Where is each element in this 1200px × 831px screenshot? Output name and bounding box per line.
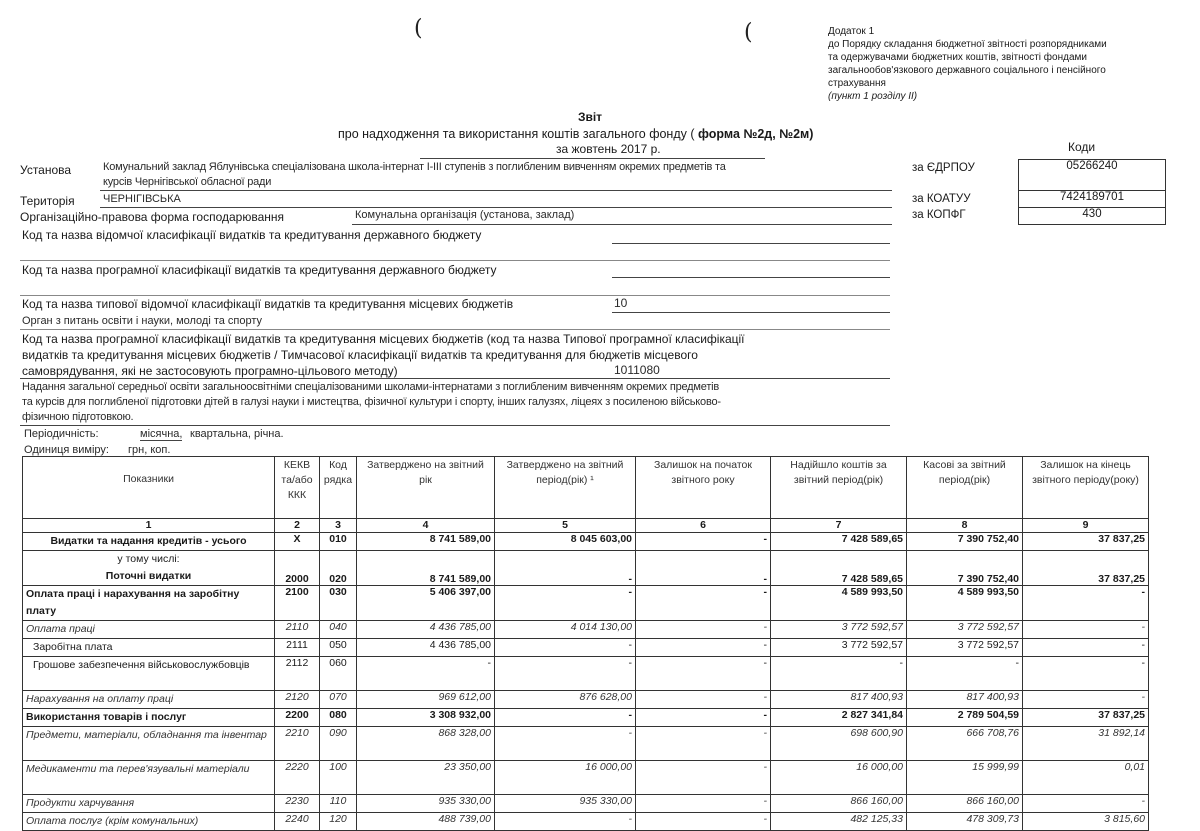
cell-cash-expenses: 4 589 993,50	[907, 586, 1023, 621]
cell-received: 7 428 589,65	[771, 551, 907, 586]
cell-indicator: Використання товарів і послуг	[23, 709, 275, 727]
cell-cash-expenses: 478 309,73	[907, 813, 1023, 831]
cell-approved-year: 969 612,00	[357, 691, 495, 709]
cell-indicator: Оплата праці і нарахування на заробітну плату	[23, 586, 275, 621]
cell-closing-balance: 37 837,25	[1023, 533, 1149, 551]
table-row	[23, 813, 1149, 831]
divider	[20, 378, 890, 379]
prog-state-label: Код та назва програмної класифікації видатків та кредитування державного бюджету	[22, 263, 497, 277]
cell-approved-year: 868 328,00	[357, 727, 495, 761]
cell-indicator: Видатки та надання кредитів - усього	[23, 533, 275, 551]
cell-opening-balance: -	[636, 586, 771, 621]
cell-received: 817 400,93	[771, 691, 907, 709]
cell-approved-year: 935 330,00	[357, 795, 495, 813]
appendix-note	[828, 25, 1188, 103]
codes-header: Коди	[1068, 140, 1096, 154]
cell-opening-balance: -	[636, 691, 771, 709]
cell-approved-year: 488 739,00	[357, 813, 495, 831]
cell-received: 4 589 993,50	[771, 586, 907, 621]
cell-kekv: 2100	[275, 586, 320, 621]
cell-received: 698 600,90	[771, 727, 907, 761]
divider	[20, 260, 890, 261]
col-header-approved-year: Затверджено на звітний рік	[357, 457, 495, 519]
cell-indicator: Нарахування на оплату праці	[23, 691, 275, 709]
cell-received: -	[771, 657, 907, 691]
cell-row-code: 090	[320, 727, 357, 761]
table-row	[23, 621, 1149, 639]
cell-kekv: 2210	[275, 727, 320, 761]
table-row	[23, 639, 1149, 657]
cell-row-code: 110	[320, 795, 357, 813]
col-header-received: Надійшло коштів за звітний період(рік)	[771, 457, 907, 519]
cell-cash-expenses: 7 390 752,40	[907, 551, 1023, 586]
cell-kekv: 2240	[275, 813, 320, 831]
cell-row-code: 060	[320, 657, 357, 691]
col-header-row-code: Код рядка	[320, 457, 357, 519]
cell-received: 866 160,00	[771, 795, 907, 813]
cell-cash-expenses: 3 772 592,57	[907, 621, 1023, 639]
cell-approved-period: 876 628,00	[495, 691, 636, 709]
periodicity-label: Періодичність:	[24, 428, 99, 440]
cell-kekv: 2230	[275, 795, 320, 813]
cell-closing-balance: -	[1023, 657, 1149, 691]
cell-approved-period: -	[495, 657, 636, 691]
prog-description-line2: та курсів для поглибленої підготовки дітей в галузі науки і мистецтва, фізичної культури і спорту, інших галузях, ліцеях з посиленою військово-	[22, 396, 721, 408]
cell-kekv: 2110	[275, 621, 320, 639]
org-form-label: Організаційно-правова форма господарювання	[20, 210, 284, 224]
cell-approved-period: 8 045 603,00	[495, 533, 636, 551]
cell-cash-expenses: 3 772 592,57	[907, 639, 1023, 657]
appendix-line: страхування	[828, 78, 886, 89]
cell-row-code: 050	[320, 639, 357, 657]
institution-label: Установа	[20, 163, 72, 177]
cell-cash-expenses: 817 400,93	[907, 691, 1023, 709]
appendix-line: до Порядку складання бюджетної звітності розпорядниками	[828, 39, 1107, 50]
col-header-cash-expenses: Касові за звітний період(рік)	[907, 457, 1023, 519]
cell-approved-period: -	[495, 639, 636, 657]
column-numbers-row	[23, 519, 1149, 533]
col-header-indicators: Показники	[23, 457, 275, 519]
cell-kekv: 2000	[275, 551, 320, 586]
cell-closing-balance: 0,01	[1023, 761, 1149, 795]
appendix-line: (пункт 1 розділу ІІ)	[828, 91, 918, 102]
cell-approved-year: 23 350,00	[357, 761, 495, 795]
cell-indicator: Заробітна плата	[23, 639, 275, 657]
cell-closing-balance: 31 892,14	[1023, 727, 1149, 761]
cell-opening-balance: -	[636, 727, 771, 761]
report-subtitle	[338, 127, 813, 141]
cell-closing-balance: 37 837,25	[1023, 551, 1149, 586]
dept-state-label	[22, 228, 481, 242]
dept-state-label-text: Код та назва відомчої класифікації видатків та кредитування державного бюджету	[22, 228, 482, 242]
col-number: 1	[23, 519, 275, 533]
cell-row-code: 030	[320, 586, 357, 621]
cell-approved-year: -	[357, 657, 495, 691]
col-header-kekv: КЕКВ та/або ККК	[275, 457, 320, 519]
cell-opening-balance: -	[636, 533, 771, 551]
cell-cash-expenses: 15 999,99	[907, 761, 1023, 795]
koatuu-value: 7424189701	[1018, 190, 1166, 208]
table-row	[23, 761, 1149, 795]
cell-opening-balance: -	[636, 761, 771, 795]
cell-row-code: 100	[320, 761, 357, 795]
appendix-title: Додаток 1	[828, 26, 875, 37]
cell-cash-expenses: 666 708,76	[907, 727, 1023, 761]
divider	[352, 224, 892, 225]
cell-closing-balance: -	[1023, 691, 1149, 709]
cell-kekv: 2200	[275, 709, 320, 727]
cell-received: 482 125,33	[771, 813, 907, 831]
institution-name-line1: Комунальний заклад Яблунівська спеціалізована школа-інтернат І-ІІІ ступенів з поглибленим вивченням окремих предметів та	[103, 161, 726, 173]
prog-description-line3: фізичною підготовкою.	[22, 411, 134, 423]
cell-cash-expenses: 2 789 504,59	[907, 709, 1023, 727]
cell-received: 2 827 341,84	[771, 709, 907, 727]
cell-approved-year: 8 741 589,00	[357, 533, 495, 551]
cell-approved-period: -	[495, 586, 636, 621]
divider	[880, 190, 890, 191]
cell-closing-balance: 3 815,60	[1023, 813, 1149, 831]
unit-value: грн, коп.	[128, 444, 171, 456]
col-number: 9	[1023, 519, 1149, 533]
table-row	[23, 533, 1149, 551]
cell-cash-expenses: -	[907, 657, 1023, 691]
edrpou-value: 05266240	[1018, 159, 1166, 191]
cell-closing-balance: -	[1023, 621, 1149, 639]
scan-artifact-bracket: (	[744, 20, 753, 45]
divider	[420, 158, 765, 159]
cell-opening-balance: -	[636, 795, 771, 813]
cell-approved-period: 935 330,00	[495, 795, 636, 813]
cell-closing-balance: -	[1023, 795, 1149, 813]
col-number: 6	[636, 519, 771, 533]
appendix-line: загальнообов'язкового державного соціального і пенсійного	[828, 65, 1106, 76]
table-row	[23, 551, 1149, 586]
institution-name-line2: курсів Чернігівської обласної ради	[103, 176, 272, 188]
prog-local-line2: видатків та кредитування місцевих бюджетів / Тимчасової класифікації видатків та кредитування для бюджетів місцевого	[22, 348, 698, 362]
cell-opening-balance: -	[636, 657, 771, 691]
cell-approved-year: 5 406 397,00	[357, 586, 495, 621]
cell-approved-period: -	[495, 727, 636, 761]
cell-opening-balance: -	[636, 621, 771, 639]
report-subtitle-text: про надходження та використання коштів загального фонду (	[338, 127, 698, 141]
org-form-value: Комунальна організація (установа, заклад)	[355, 209, 575, 221]
cell-received: 3 772 592,57	[771, 621, 907, 639]
divider	[612, 277, 890, 278]
unit-label: Одиниця виміру:	[24, 444, 109, 456]
cell-indicator: Оплата праці	[23, 621, 275, 639]
cell-approved-period: -	[495, 709, 636, 727]
cell-received: 7 428 589,65	[771, 533, 907, 551]
report-form-number: форма №2д, №2м)	[698, 127, 814, 141]
periodicity-options: квартальна, річна.	[190, 428, 284, 440]
cell-closing-balance: -	[1023, 586, 1149, 621]
col-number: 7	[771, 519, 907, 533]
cell-kekv: X	[275, 533, 320, 551]
scan-artifact-bracket: (	[414, 16, 423, 41]
dept-local-name: Орган з питань освіти і науки, молоді та спорту	[22, 315, 263, 327]
cell-indicator: Медикаменти та перев'язувальні матеріали	[23, 761, 275, 795]
col-header-closing-balance: Залишок на кінець звітного періоду(року)	[1023, 457, 1149, 519]
territory-value: ЧЕРНІГІВСЬКА	[103, 193, 181, 205]
divider	[100, 207, 892, 208]
report-period: за жовтень 2017 р.	[556, 142, 661, 156]
cell-kekv: 2220	[275, 761, 320, 795]
col-number: 5	[495, 519, 636, 533]
cell-approved-period: 16 000,00	[495, 761, 636, 795]
cell-cash-expenses: 7 390 752,40	[907, 533, 1023, 551]
cell-approved-period: -	[495, 551, 636, 586]
table-header-row	[23, 457, 1149, 519]
cell-row-code: 070	[320, 691, 357, 709]
divider	[20, 329, 890, 330]
divider	[20, 425, 890, 426]
cell-opening-balance: -	[636, 709, 771, 727]
table-row	[23, 709, 1149, 727]
prog-local-line1: Код та назва програмної класифікації видатків та кредитування місцевих бюджетів (код та назва Типової програмної класифікації	[22, 332, 745, 346]
cell-received: 3 772 592,57	[771, 639, 907, 657]
cell-indicator-text: Поточні видатки	[105, 570, 192, 582]
table-row	[23, 795, 1149, 813]
report-table	[22, 456, 1149, 831]
report-title: Звіт	[577, 110, 603, 124]
cell-kekv: 2120	[275, 691, 320, 709]
cell-cash-expenses: 866 160,00	[907, 795, 1023, 813]
dept-local-code: 10	[614, 296, 628, 310]
divider	[612, 312, 890, 313]
cell-row-code: 120	[320, 813, 357, 831]
cell-row-code: 020	[320, 551, 357, 586]
table-row	[23, 727, 1149, 761]
col-number: 2	[275, 519, 320, 533]
cell-opening-balance: -	[636, 813, 771, 831]
cell-approved-period: 4 014 130,00	[495, 621, 636, 639]
cell-indicator: Предмети, матеріали, обладнання та інвентар	[23, 727, 275, 761]
col-header-opening-balance: Залишок на початок звітного року	[636, 457, 771, 519]
col-number: 3	[320, 519, 357, 533]
prog-local-line3: самоврядування, які не застосовують програмно-цільового методу)	[22, 364, 398, 378]
divider	[612, 243, 890, 244]
cell-indicator: Продукти харчування	[23, 795, 275, 813]
divider	[20, 295, 890, 296]
prog-description-line1: Надання загальної середньої освіти загальноосвітніми спеціалізованими школами-інтернатами з поглибленим вивченням окремих предметів	[22, 381, 720, 393]
cell-approved-year: 4 436 785,00	[357, 639, 495, 657]
cell-indicator	[23, 551, 275, 586]
cell-approved-year: 8 741 589,00	[357, 551, 495, 586]
prog-local-code: 1011080	[614, 363, 660, 377]
cell-kekv: 2111	[275, 639, 320, 657]
table-row	[23, 691, 1149, 709]
table-row	[23, 657, 1149, 691]
cell-row-code: 080	[320, 709, 357, 727]
col-number: 8	[907, 519, 1023, 533]
cell-approved-period: -	[495, 813, 636, 831]
table-row	[23, 586, 1149, 621]
edrpou-label: за ЄДРПОУ	[912, 162, 975, 174]
territory-label: Територія	[20, 194, 75, 208]
col-number: 4	[357, 519, 495, 533]
kopfg-value: 430	[1018, 207, 1166, 225]
cell-kekv: 2112	[275, 657, 320, 691]
cell-opening-balance: -	[636, 551, 771, 586]
cell-received: 16 000,00	[771, 761, 907, 795]
periodicity-selected: місячна,	[140, 428, 183, 440]
cell-row-code: 040	[320, 621, 357, 639]
appendix-line: та одержувачами бюджетних коштів, звітності фондами	[828, 52, 1087, 63]
kopfg-label: за КОПФГ	[912, 209, 966, 221]
cell-indicator: Грошове забезпечення військовослужбовців	[23, 657, 275, 691]
cell-opening-balance: -	[636, 639, 771, 657]
divider	[100, 190, 892, 191]
koatuu-label: за КОАТУУ	[912, 193, 971, 205]
cell-closing-balance: 37 837,25	[1023, 709, 1149, 727]
cell-closing-balance: -	[1023, 639, 1149, 657]
cell-indicator-prefix: у тому числі:	[117, 553, 180, 565]
cell-approved-year: 3 308 932,00	[357, 709, 495, 727]
col-header-approved-period: Затверджено на звітний період(рік) ¹	[495, 457, 636, 519]
cell-approved-year: 4 436 785,00	[357, 621, 495, 639]
cell-row-code: 010	[320, 533, 357, 551]
cell-indicator: Оплата послуг (крім комунальних)	[23, 813, 275, 831]
dept-local-label: Код та назва типової відомчої класифікації видатків та кредитування місцевих бюджетів	[22, 297, 514, 311]
